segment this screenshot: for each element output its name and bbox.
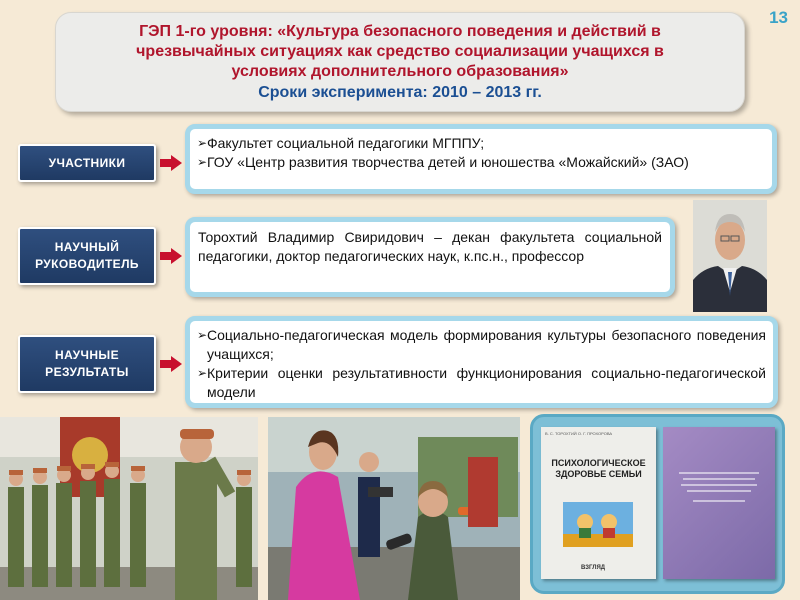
- supervisor-photo: [693, 200, 767, 312]
- book-publisher: ВЗГЛЯД: [581, 565, 606, 571]
- result-item-1: Социально-педагогическая модель формирования культуры безопасного поведения учащихся;: [207, 327, 766, 362]
- title-line-3: условиях дополнительного образования»: [231, 63, 569, 80]
- books-frame: [530, 414, 785, 594]
- list-item: [197, 326, 766, 364]
- book-illustration: [563, 502, 633, 547]
- supervisor-text: Торохтий Владимир Свиридович – декан факультета социальной педагогики, доктор педагогических наук, к.пс.н., профессор: [198, 229, 662, 264]
- interview-photo: [268, 417, 520, 600]
- participants-box: [185, 124, 777, 194]
- result-item-2: Критерии оценки результативности функционирования социально-педагогической модели: [207, 365, 766, 400]
- title-line-1: ГЭП 1-го уровня: «Культура безопасного поведения и действий в: [139, 23, 661, 40]
- arrow-bullet-icon: ➢: [197, 136, 208, 150]
- arrow-bullet-icon: ➢: [197, 155, 208, 169]
- book-title: ПСИХОЛОГИЧЕСКОЕ ЗДОРОВЬЕ СЕМЬИ: [551, 458, 646, 479]
- experiment-term: Сроки эксперимента: 2010 – 2013 гг.: [258, 84, 542, 101]
- arrow-bullet-icon: ➢: [197, 328, 208, 342]
- cadets-photo: [0, 417, 258, 600]
- book-cover-2: [663, 427, 775, 579]
- list-item: [197, 364, 766, 402]
- results-label: [18, 335, 156, 393]
- participant-item-2: ГОУ «Центр развития творчества детей и юношества «Можайский» (ЗАО): [207, 154, 689, 170]
- arrow-bullet-icon: ➢: [197, 366, 208, 380]
- book-authors: В. С. ТОРОХТИЙ О. Г. ПРОХОРОВА: [545, 431, 613, 436]
- supervisor-label-text: НАУЧНЫЙ РУКОВОДИТЕЛЬ: [35, 240, 139, 271]
- results-box: [185, 316, 778, 408]
- title-box: [55, 12, 745, 112]
- book-title-lines: [673, 467, 765, 517]
- red-arrow-icon: [160, 248, 182, 264]
- results-label-text: НАУЧНЫЕ РЕЗУЛЬТАТЫ: [45, 348, 129, 379]
- supervisor-box: [185, 217, 675, 297]
- participant-item-1: Факультет социальной педагогики МГППУ;: [207, 135, 485, 151]
- supervisor-label: [18, 227, 156, 285]
- list-item: [197, 134, 765, 153]
- participants-label-text: УЧАСТНИКИ: [48, 155, 126, 170]
- title-line-2: чрезвычайных ситуациях как средство социализации учащихся в: [136, 43, 664, 60]
- book-cover-1: [541, 427, 656, 579]
- red-arrow-icon: [160, 155, 182, 171]
- red-arrow-icon: [160, 356, 182, 372]
- slide-number: 13: [769, 8, 788, 27]
- list-item: [197, 153, 765, 172]
- participants-label: [18, 144, 156, 182]
